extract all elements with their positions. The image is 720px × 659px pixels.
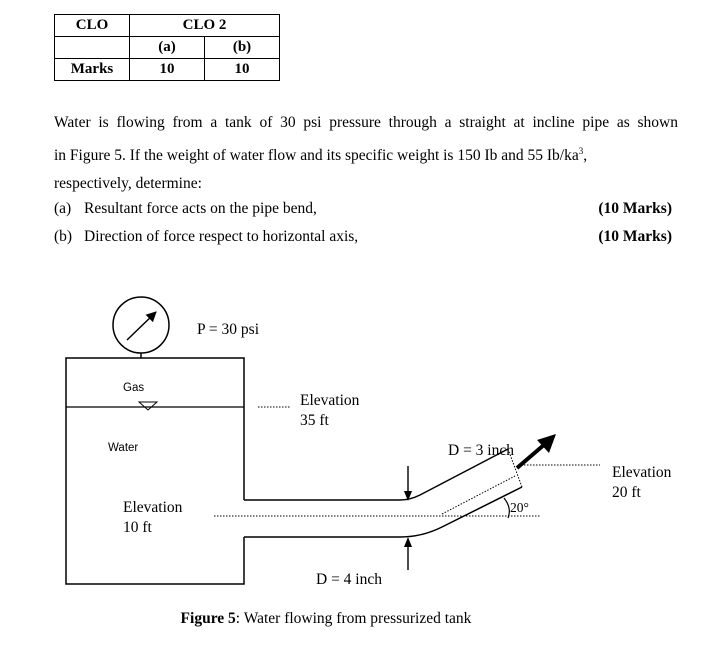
part-a-header-cell: (a): [130, 37, 205, 59]
inlet-diameter-label: D = 4 inch: [316, 571, 382, 588]
caption-text: : Water flowing from pressurized tank: [235, 610, 472, 627]
question-line-3: respectively, determine:: [54, 175, 202, 193]
outlet-flow-arrow-icon: [517, 434, 556, 468]
tank-outline: [66, 358, 244, 584]
elevation-20-label: Elevation: [612, 464, 672, 481]
marks-b-cell: 10: [205, 59, 280, 81]
item-a-text: Resultant force acts on the pipe bend,: [84, 200, 317, 217]
pressure-gauge-icon: [113, 297, 169, 358]
water-label: Water: [108, 442, 139, 454]
free-surface-triangle-icon: [139, 402, 157, 410]
item-b-text: Direction of force respect to horizontal axis,: [84, 228, 359, 245]
item-a-marks: (10 Marks): [598, 200, 672, 217]
caption-figure-number: Figure 5: [180, 610, 236, 627]
angle-arc: [504, 498, 509, 518]
inlet-arrow-down-icon: [404, 466, 412, 501]
elevation-10-label: Elevation: [123, 499, 183, 516]
elevation-35-label: Elevation: [300, 392, 360, 409]
part-b-header-cell: (b): [205, 37, 280, 59]
item-b-label: (b): [54, 228, 73, 245]
question-line-1: Water is flowing from a tank of 30 psi pressure through a straight at incline pipe as shown: [54, 114, 678, 131]
clo-header-cell: CLO: [55, 15, 130, 37]
pressure-label: P = 30 psi: [197, 321, 259, 338]
marks-label-cell: Marks: [55, 59, 130, 81]
item-a-label: (a): [54, 200, 72, 217]
figure-caption: [0, 610, 652, 628]
clo2-header-cell: CLO 2: [130, 15, 280, 37]
outlet-diameter-label: D = 3 inch: [448, 442, 514, 459]
marks-a-cell: 10: [130, 59, 205, 81]
superscript-3: 3: [578, 146, 584, 156]
gas-label: Gas: [123, 382, 145, 394]
elevation-35-value: 35 ft: [300, 412, 329, 429]
inlet-arrow-up-icon: [404, 537, 412, 570]
question-line-2-end: ,: [583, 147, 588, 165]
question-line-2-text: in Figure 5. If the weight of water flow and its specific weight is 150 Ib and 55 Ib/ka: [54, 147, 579, 165]
item-b-marks: (10 Marks): [598, 228, 672, 245]
angle-label: 20°: [510, 500, 529, 515]
elevation-10-value: 10 ft: [123, 519, 152, 536]
elevation-20-value: 20 ft: [612, 484, 641, 501]
